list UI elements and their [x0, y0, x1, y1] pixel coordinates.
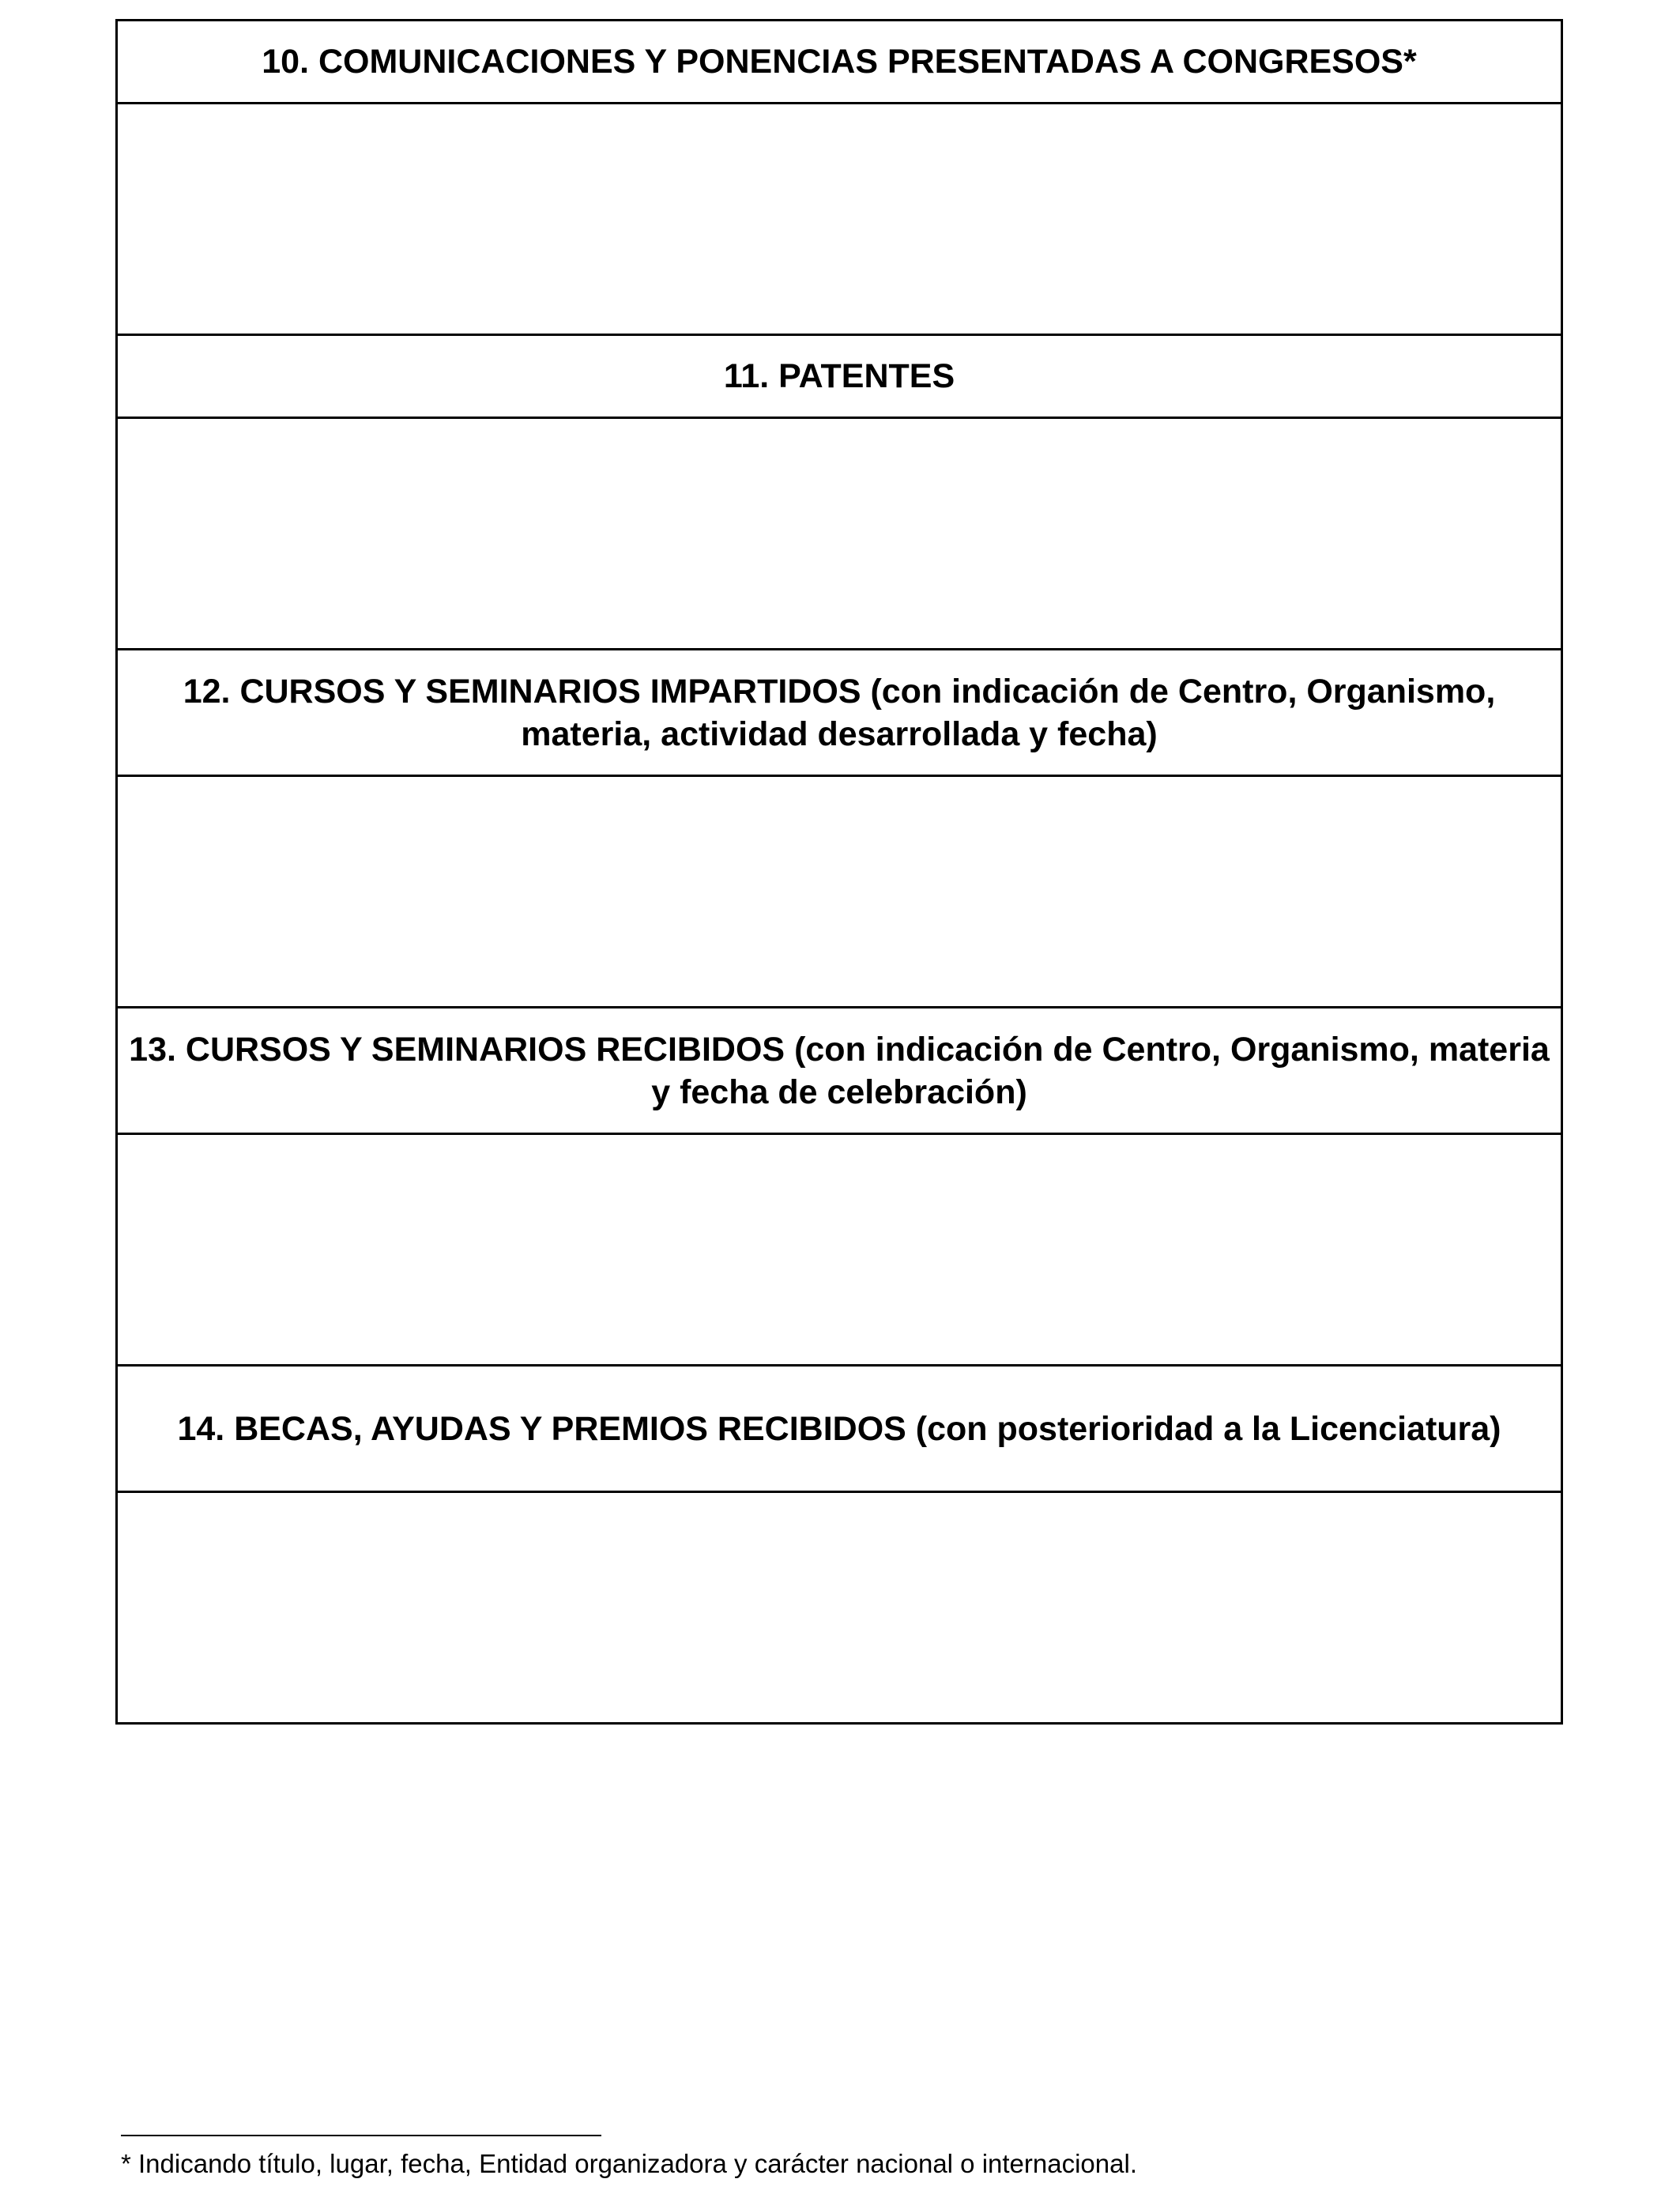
section-14-title: 14. BECAS, AYUDAS Y PREMIOS RECIBIDOS [177, 1409, 906, 1448]
section-13-answer-area[interactable] [118, 1135, 1561, 1364]
section-11-answer-area[interactable] [118, 419, 1561, 648]
footnote-divider [121, 2135, 601, 2136]
section-10-answer-box[interactable] [117, 104, 1562, 335]
section-13-title: 13. CURSOS Y SEMINARIOS RECIBIDOS [129, 1030, 785, 1069]
section-11-header-row [117, 335, 1562, 418]
section-10-title: 10. COMUNICACIONES Y PONENCIAS PRESENTADAS A CONGRESOS* [262, 43, 1417, 81]
section-13-header [117, 1008, 1562, 1134]
section-11-header [117, 335, 1562, 418]
section-11-title: 11. PATENTES [723, 357, 955, 395]
section-12-header [117, 650, 1562, 776]
section-10-answer-area[interactable] [118, 104, 1561, 334]
section-14-answer-box[interactable] [117, 1492, 1562, 1724]
section-13-detail: (con indicación de Centro, Organismo, materia y fecha de celebración) [651, 1030, 1550, 1111]
section-10-header [117, 21, 1562, 104]
section-14-detail: (con posterioridad a la Licenciatura) [915, 1409, 1501, 1448]
section-11-answer-row[interactable] [117, 418, 1562, 650]
section-14-header [117, 1366, 1562, 1492]
section-13-answer-box[interactable] [117, 1134, 1562, 1366]
section-10-answer-row[interactable] [117, 104, 1562, 335]
section-10-header-row [117, 21, 1562, 104]
section-12-header-row [117, 650, 1562, 776]
footnote-text: * Indicando título, lugar, fecha, Entidad organizadora y carácter nacional o internacional. [121, 2149, 1137, 2178]
section-12-detail: (con indicación de Centro, Organismo, materia, actividad desarrollada y fecha) [521, 672, 1496, 753]
section-13-answer-row[interactable] [117, 1134, 1562, 1366]
cv-form-table [115, 19, 1563, 1725]
section-12-answer-row[interactable] [117, 776, 1562, 1008]
section-14-header-row [117, 1366, 1562, 1492]
section-14-answer-area[interactable] [118, 1493, 1561, 1722]
section-14-answer-row[interactable] [117, 1492, 1562, 1724]
section-12-answer-area[interactable] [118, 777, 1561, 1006]
section-12-answer-box[interactable] [117, 776, 1562, 1008]
section-13-header-row [117, 1008, 1562, 1134]
section-12-title: 12. CURSOS Y SEMINARIOS IMPARTIDOS [183, 672, 861, 711]
section-11-answer-box[interactable] [117, 418, 1562, 650]
